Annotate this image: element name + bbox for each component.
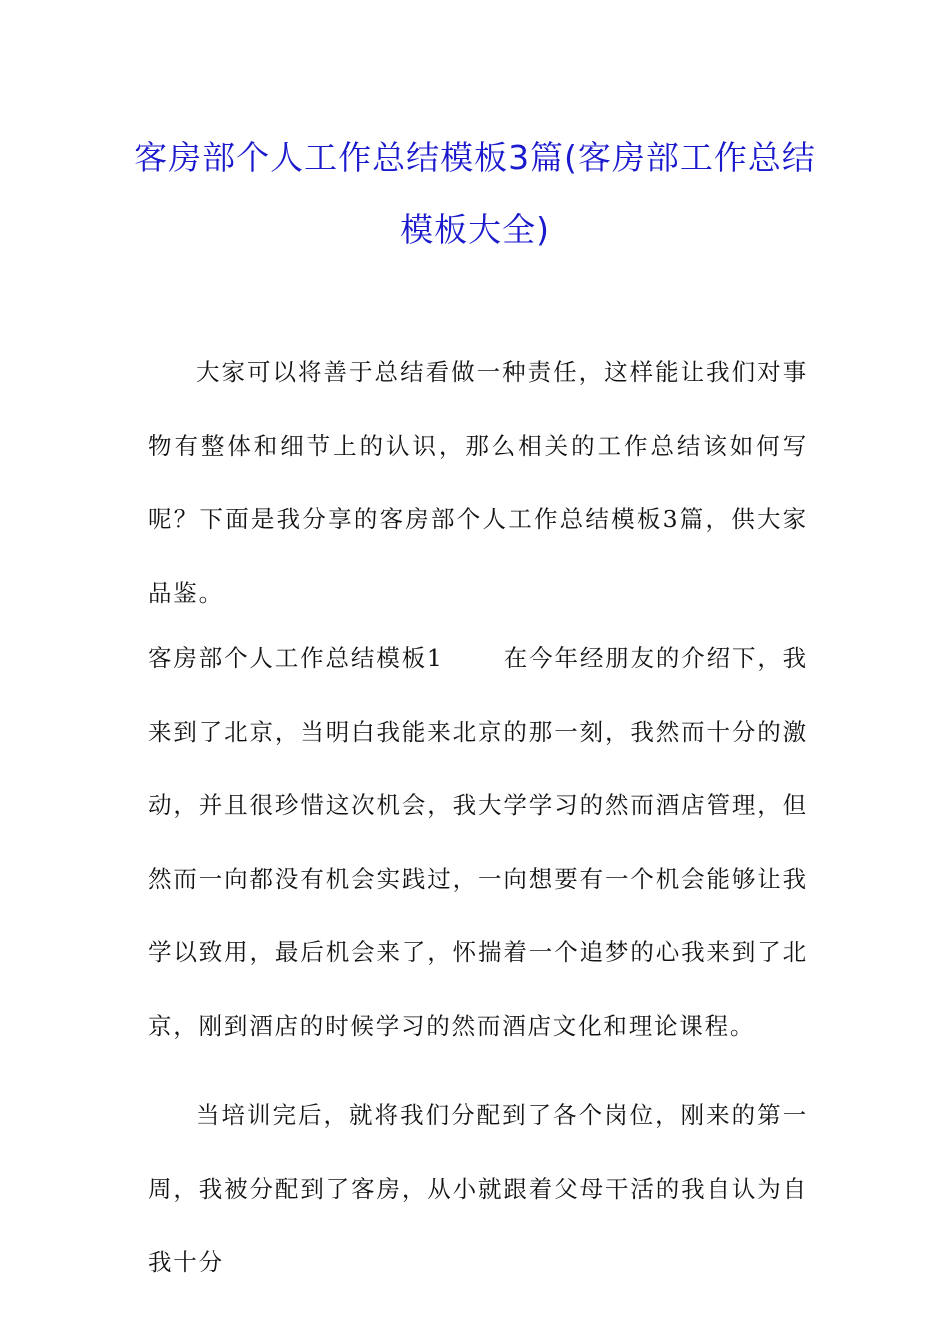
section1-paragraph1 xyxy=(148,622,808,1063)
document-title: 客房部个人工作总结模板3篇(客房部工作总结模板大全) xyxy=(134,138,816,249)
section1-heading: 客房部个人工作总结模板1 xyxy=(148,644,444,672)
intro-paragraph: 大家可以将善于总结看做一种责任，这样能让我们对事物有整体和细节上的认识，那么相关的工作总结该如何写呢？下面是我分享的客房部个人工作总结模板3篇，供大家品鉴。 xyxy=(148,358,808,607)
section1-paragraph1-text: 在今年经朋友的介绍下，我来到了北京，当明白我能来北京的那一刻，我然而十分的激动，并且很珍惜这次机会，我大学学习的然而酒店管理，但然而一向都没有机会实践过，一向想要有一个机会能够让我学以致用，最后机会来了，怀揣着一个追梦的心我来到了北京，刚到酒店的时候学习的然而酒店文化和理论课程。 xyxy=(148,644,808,1040)
section1-paragraph2: 当培训完后，就将我们分配到了各个岗位，刚来的第一周，我被分配到了客房，从小就跟着父母干活的我自认为自我十分 xyxy=(148,1101,808,1276)
